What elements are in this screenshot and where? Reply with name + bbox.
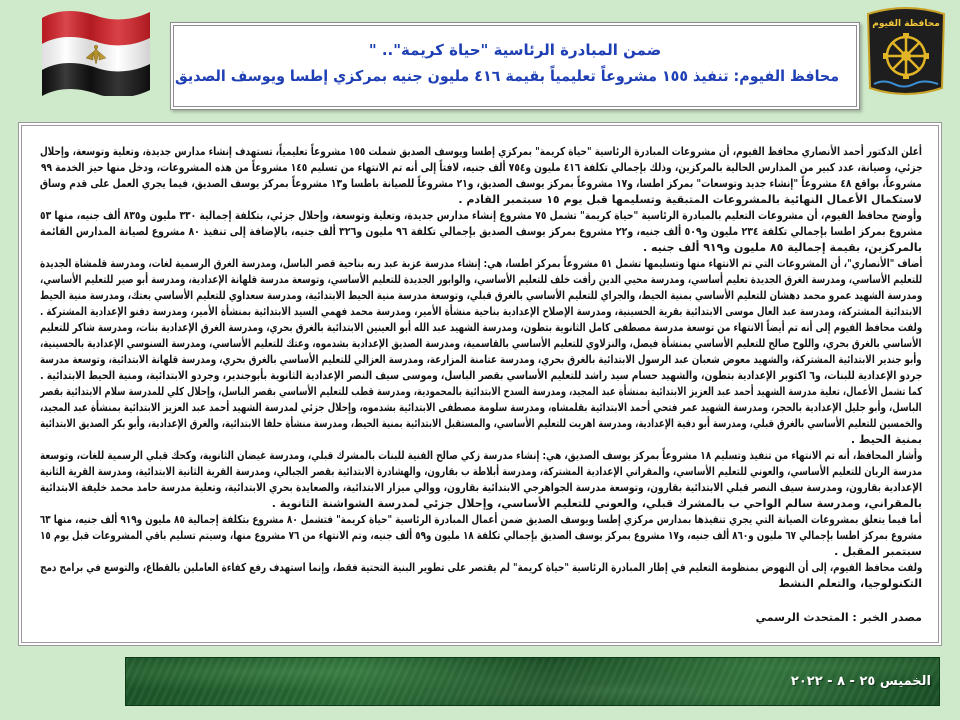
article-paragraph bbox=[40, 560, 922, 592]
headline-box bbox=[170, 22, 860, 110]
article-line: أما فيما يتعلق بمشروعات الصيانة التي يجري تنفيذها بمدارس مركزي إطسا ويوسف الصديق ضمن أعمال المبادرة الرئاسية "حياة كريمة" فتشمل ٨٠ مشروع بتكلفة إجمالية ٨٥ مليون و٩١٩ ألف جنيه، منها ٦٣ bbox=[40, 513, 923, 526]
article-paragraph bbox=[40, 512, 922, 560]
article-line: بمنية الحيط . bbox=[850, 433, 922, 446]
article-line: أضاف "الأنصاري"، أن المشروعات التي تم الانتهاء منها وتسليمها تشمل ٥١ مشروعاً بمركز اطسا، هي: إنشاء مدرسة عزبة عبد ربه بناحية قصر الباسل، ومدرسة الغرق الرسمية لغات، ومدرسة قلمشاة الجديدة bbox=[39, 257, 922, 270]
date-footer bbox=[125, 657, 940, 706]
article-line: مدرسة الريان للتعليم الأساسي، والعوني للتعليم الأساسي، والمقراني الإعدادية المشتركة، ومدرسة أبلاطة ب بقارون، والهشادرة الابتدائية بقصر الجبالي، ومدرسة القرية الثانية الابتدائية، ومدرسة القرية الثانية bbox=[39, 465, 922, 478]
news-source: مصدر الخبر : المتحدث الرسمي bbox=[755, 611, 922, 624]
headline-kicker: ضمن المبادرة الرئاسية "حياة كريمة".. " bbox=[368, 41, 662, 59]
article-text bbox=[40, 144, 922, 592]
article-line: للتعليم الأساسي، ومدرسة الغرق الجديدة تعليم أساسي، ومدرسة محيي الدين رأفت خلف للتعليم الأساسي، والوابور الجديدة للتعليم الأساسي، وتوسعة مدرسة قلهانة الإعدادية، ومدرسة أبو صير للتعليم الأساسي، bbox=[39, 273, 922, 286]
article-line: الباسل، وأبو جليل الإعدادية بالحجر، ومدرسة الشهيد عمر فتحي أحمد الابتدائية بقلمشاه، ومدرسة سلومة مصطفى الابتدائية بشدموه، وإحلال جزئي لمدرسة الشهيد أحمد عبد العزيز الابتدائية بمنشأة عبد المجيد، bbox=[40, 401, 922, 414]
article-body bbox=[18, 122, 942, 646]
article-line: وأبو جندير الابتدائية المشتركة، والشهيد معوض شعبان عبد الرسول الابتدائية بالغرق بحري، ومدرسة عتامنة المزارعة، ومدرسة العزالي للتعليم الأساسي بالغرق بحري، ومدرسة قلهانة الابتدائية، وتوسعة مدرسة bbox=[40, 353, 922, 366]
article-line: الأساسي بالغرق بحري، واللوح صالح للتعليم الأساسي بمنشأة فيصل، والنزلاوي للتعليم الأساسي بالقاسمية، ومدرسة الصديق الإعدادية بشدموه، وعتك للتعليم الأساسي، ومدرسة السنوسي الإعدادية بالحسينية، bbox=[40, 337, 922, 350]
article-line: والخمسين للتعليم الأساسي بالغرق قبلي، ومدرسة أبو دفية الإعدادية، ومدرسة اهريت للتعليم الأساسي، والمستقبل الابتدائية بمنية الحيط، ومدرسة منشأة حلفا الابتدائية، والغرق الإعدادية، وأبو بكر الصديق الابتدائية bbox=[39, 417, 922, 430]
article-paragraph bbox=[40, 384, 922, 448]
article-line: كما تشمل الأعمال، تعلية مدرسة الشهيد أحمد عبد العزيز الابتدائية بمنشأة عبد المجيد، ومدرسة السدح الابتدائية بالمحمودية، ومدرسة قطب للتعليم الأساسي بقصر الباسل، وإحلال كلي للمدرسة سلام الابتدائية بقصر bbox=[39, 385, 922, 398]
article-paragraph bbox=[40, 144, 922, 208]
footer-date: الخميس ٢٥ - ٨ - ٢٠٢٢ bbox=[790, 674, 931, 689]
article-line: وأشار المحافظ، أنه تم الانتهاء من تنفيذ وتسليم ١٨ مشروعاً بمركز يوسف الصديق، هي: إنشاء مدرسة زكي صالح الفنية للبنات بالمشرك قبلي، ومدرسة غيضان الثانوية، وكحك قبلي الرسمية للغات، وتوسعة bbox=[39, 449, 922, 462]
article-line: مشروع بمركز اطسا بإجمالي ٦٧ مليون و٨٦٠ ألف جنيه، و١٧ مشروع بمركز يوسف الصديق بإجمالي تكلفة ١٨ مليون و٥٩ ألف جنيه، وتم الانتهاء من ٧٦ مشروع منها، وسيتم تسليم باقي المشروعات قبل يوم ١٥ bbox=[39, 529, 922, 542]
article-line: ولفت محافظ الفيوم إلى أنه تم أيضاً الانتهاء من توسعة مدرسة مصطفى كامل الثانوية بتطون، ومدرسة الشهيد عبد الله أبو العينين الابتدائية بالغرق بحري، ومدرسة الغرق الإعدادية بنات، ومدرسة شاكر للتعليم bbox=[39, 321, 922, 334]
article-paragraph bbox=[40, 256, 922, 320]
article-paragraph bbox=[40, 320, 922, 384]
article-line: جردو الإعدادية للبنات، و٦ اكتوبر الإعدادية بتطون، والشهيد حسام سيد راشد للتعليم الأساسي بقصر الباسل، وموسى سيف النصر الإعدادية الثانوية بأبوجندير، وجردو الابتدائية، ومنية الحيط الابتدائية . bbox=[39, 369, 922, 382]
article-line: بالمقراني، ومدرسة سالم الواحي ب بالمشرك قبلي، والعوني للتعليم الأساسي، وإحلال جزئي لمدرسة الشواشنة الثانوية . bbox=[271, 497, 922, 510]
article-line: أعلن الدكتور أحمد الأنصاري محافظ الفيوم، أن مشروعات المبادرة الرئاسية "حياة كريمة" بمركزي إطسا ويوسف الصديق شملت ١٥٥ مشروعاً تعليمياً، تستهدف إنشاء مدارس جديدة، وتعلية وتوسعة، وإحلال bbox=[40, 145, 923, 158]
article-line: جزئي، وصيانة، عدد كبير من المدارس الحالية بالمركزين، وذلك بإجمالي تكلفة ٤١٦ مليون و٧٥٤ ألف جنيه، لافتاً إلى أنه تم الانتهاء من تسليم ١٤٥ مشروعاً من هذه المشروعات، ودخل منها حيز الخدمة ٩٩ bbox=[40, 161, 922, 174]
article-line: سبتمبر المقبل . bbox=[834, 545, 922, 558]
headline-title: محافظ الفيوم: تنفيذ ١٥٥ مشروعاً تعليمياً بقيمة ٤١٦ مليون جنيه بمركزي إطسا ويوسف الصديق bbox=[174, 67, 840, 85]
article-line: بالمركزين، بقيمة إجمالية ٨٥ مليون و٩١٩ ألف جنيه . bbox=[642, 241, 922, 254]
article-line: مشروع بمركز اطسا بإجمالي تكلفة ٢٣٤ مليون و٥٠٩ ألف جنيه، و٢٢ مشروع بمركز يوسف الصديق بإجمالي تكلفة ٩٦ مليون و٣٢٦ ألف جنيه، بالإضافة إلى تنفيذ ٨٠ مشروع لصيانة المدارس القائمة bbox=[39, 225, 922, 238]
article-line: ولفت محافظ الفيوم، إلى أن النهوض بمنظومة التعليم في إطار المبادرة الرئاسية "حياة كريمة" لم يقتصر على تطوير البنية التحتية فقط، وإنما استهدف رفع كفاءة العاملين بالقطاع، والتوسع في برامج دمج bbox=[39, 561, 922, 574]
logo-text: محافظة الفيوم bbox=[872, 19, 940, 29]
article-line: التكنولوجيا، والتعلم النشط bbox=[778, 577, 922, 590]
article-line: مشروعاً، بواقع ٤٨ مشروعاً "إنشاء جديد وتوسعات" بمركز اطسا، و١٧ مشروعاً بمركز يوسف الصديق، و٢١ مشروعاً للصيانة باطسا و١٣ مشروعاً بمركز يوسف الصديق، فيما يجري العمل على قدم وساق bbox=[40, 177, 922, 190]
egypt-flag-icon bbox=[42, 6, 150, 96]
article-paragraph bbox=[40, 448, 922, 512]
article-line: لاستكمال الأعمال النهائية بالمشروعات المتبقية وتسليمها قبل يوم ١٥ سبتمبر القادم . bbox=[458, 193, 922, 206]
article-line: ومدرسة الشهيد عمرو محمد دهشان للتعليم الأساسي بمنية الحيط، والجراي للتعليم الأساسي بالغرق قبلي، وتوسعة مدرسة منية الحيط الابتدائية، ومدرسة سعداوي للتعليم الأساسي بعتك، ومدرسة منية الحيط bbox=[39, 289, 922, 302]
article-line: الإعدادية بقارون، ومدرسة سيف النصر قبلي الابتدائية بقارون، وتوسعة مدرسة الجواهرجي الابتدائية بقارون، ووالي ميزار الابتدائية، والصعايدة بحري الابتدائية، وتعلية مدرسة حامد محمد خليفة الابتدائية bbox=[39, 481, 922, 494]
article-paragraph bbox=[40, 208, 922, 256]
article-line: الابتدائية المشتركة، ومدرسة عبد العال موسى الابتدائية بقرية الحسينية، ومدرسة الإصلاح الإعدادية بناحية منشأة الأمير، ومدرسة محمد فهمي السيد الابتدائية بمنشأة الأمير، ومدرسة دفنو الإعدادية المشتركة . bbox=[40, 305, 922, 318]
fayoum-logo-icon bbox=[864, 4, 948, 96]
article-line: وأوضح محافظ الفيوم، أن مشروعات التعليم بالمبادرة الرئاسية "حياة كريمة" تشمل ٧٥ مشروع إنشاء مدارس جديدة، وتعلية وتوسعة، وإحلال جزئي، بتكلفة إجمالية ٣٣٠ مليون و٨٣٥ ألف جنيه، منها ٥٣ bbox=[40, 209, 922, 222]
